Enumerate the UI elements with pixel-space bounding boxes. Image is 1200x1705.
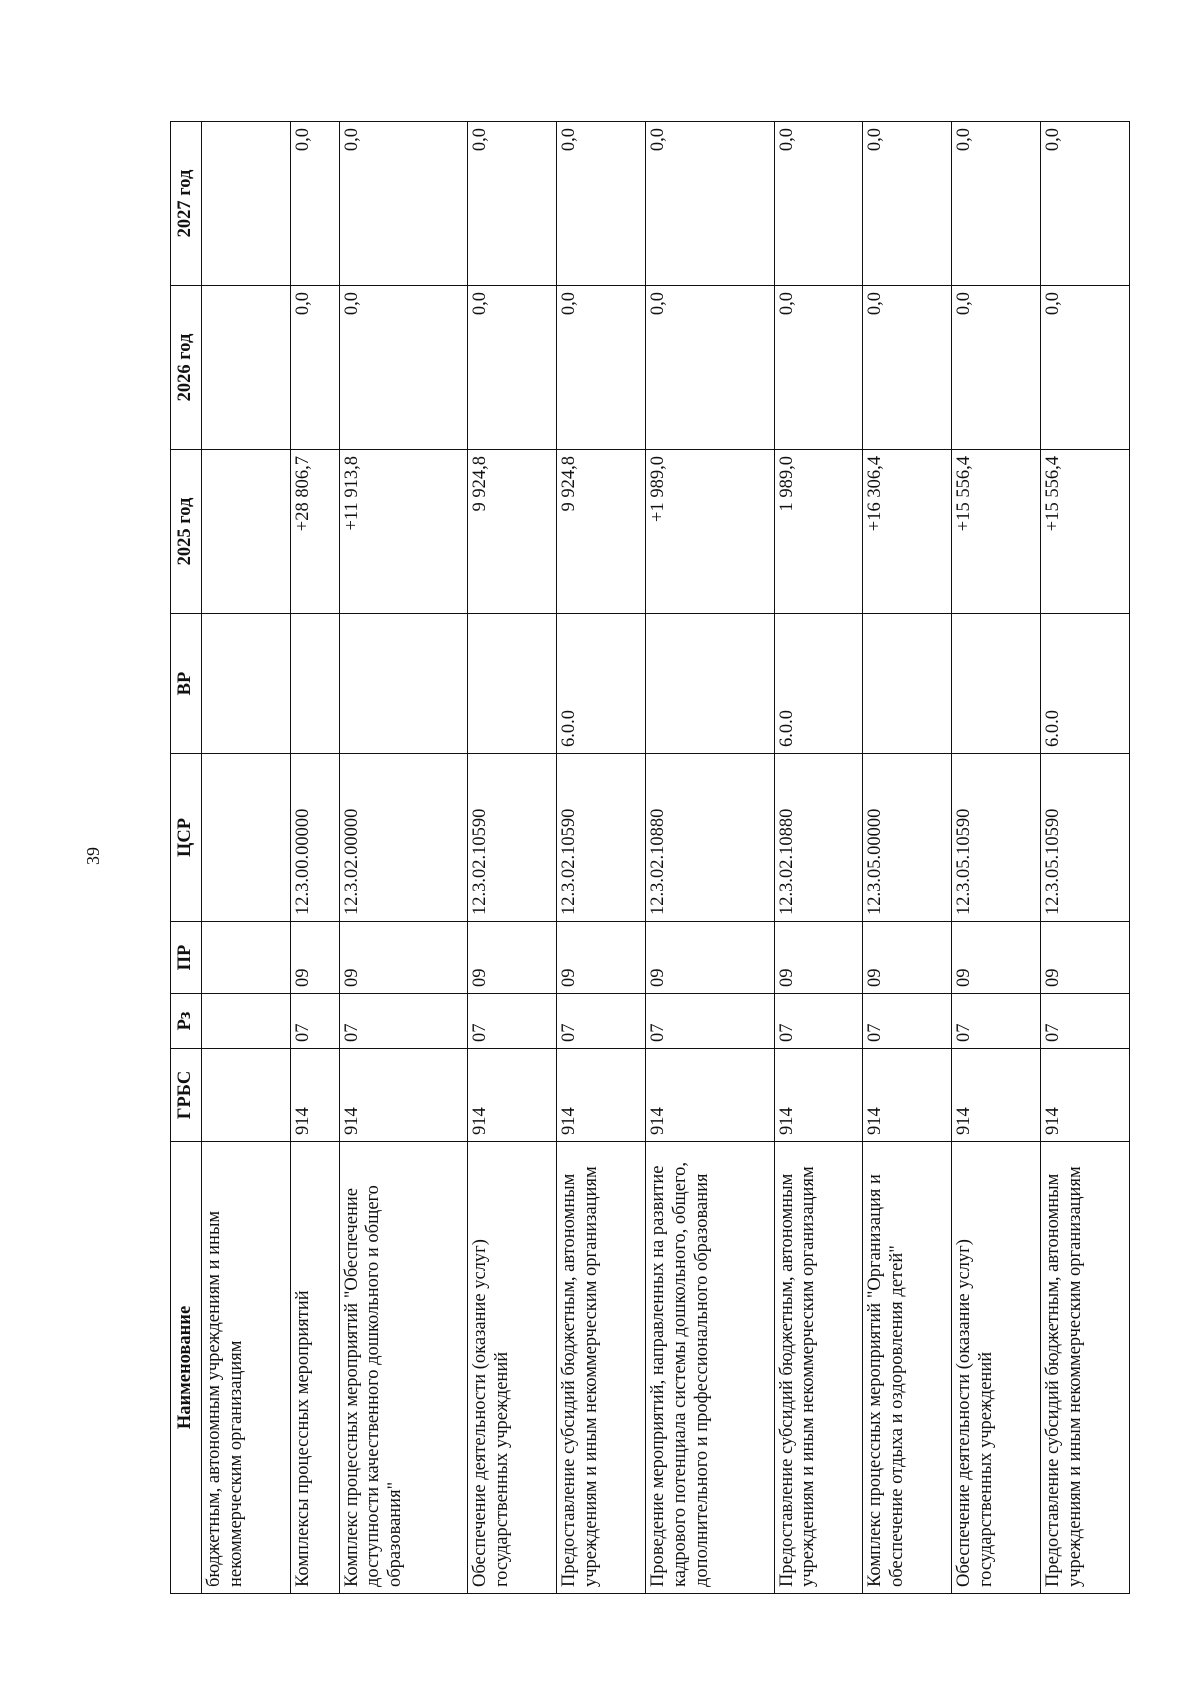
cell-vr — [952, 614, 1041, 754]
cell-pr: 09 — [645, 922, 774, 994]
cell-csr: 12.3.00.00000 — [290, 754, 339, 922]
header-grbs: ГРБС — [171, 1049, 202, 1142]
header-name: Наименование — [171, 1142, 202, 1594]
cell-2025: +16 306,4 — [863, 450, 952, 614]
cell-pr: 09 — [774, 922, 863, 994]
cell-rz: 07 — [339, 994, 468, 1049]
cell-2027: 0,0 — [339, 122, 468, 286]
table-row — [1041, 122, 1130, 1594]
cell-2025: 9 924,8 — [557, 450, 646, 614]
cell-grbs: 914 — [952, 1049, 1041, 1142]
cell-grbs: 914 — [290, 1049, 339, 1142]
rotated-table-container — [170, 122, 1130, 1594]
cell-name: Комплекс процессных мероприятий "Обеспечение доступности качественного дошкольного и общего образования" — [339, 1142, 468, 1594]
cell-name: Комплекс процессных мероприятий "Организация и обеспечение отдыха и оздоровления детей" — [863, 1142, 952, 1594]
cell-2027 — [201, 122, 290, 286]
table-row — [290, 122, 339, 1594]
cell-2025: +15 556,4 — [952, 450, 1041, 614]
table-row — [774, 122, 863, 1594]
cell-2025: +1 989,0 — [645, 450, 774, 614]
cell-2026: 0,0 — [557, 286, 646, 450]
cell-2026: 0,0 — [339, 286, 468, 450]
cell-2027: 0,0 — [1041, 122, 1130, 286]
cell-grbs: 914 — [863, 1049, 952, 1142]
cell-2026: 0,0 — [290, 286, 339, 450]
header-vr: ВР — [171, 614, 202, 754]
cell-2025 — [201, 450, 290, 614]
cell-vr — [201, 614, 290, 754]
cell-2026 — [201, 286, 290, 450]
cell-csr: 12.3.02.10880 — [645, 754, 774, 922]
cell-2027: 0,0 — [645, 122, 774, 286]
cell-2027: 0,0 — [952, 122, 1041, 286]
header-2025: 2025 год — [171, 450, 202, 614]
cell-pr: 09 — [863, 922, 952, 994]
cell-2026: 0,0 — [863, 286, 952, 450]
cell-rz: 07 — [290, 994, 339, 1049]
cell-name: Предоставление субсидий бюджетным, автономным учреждениям и иным некоммерческим организациям — [1041, 1142, 1130, 1594]
cell-rz: 07 — [557, 994, 646, 1049]
cell-rz — [201, 994, 290, 1049]
cell-2026: 0,0 — [952, 286, 1041, 450]
cell-vr: 6.0.0 — [557, 614, 646, 754]
cell-grbs — [201, 1049, 290, 1142]
cell-pr: 09 — [290, 922, 339, 994]
header-2026: 2026 год — [171, 286, 202, 450]
cell-pr: 09 — [468, 922, 557, 994]
cell-pr: 09 — [339, 922, 468, 994]
page-number: 39 — [83, 847, 103, 865]
cell-2026: 0,0 — [774, 286, 863, 450]
table-row — [201, 122, 290, 1594]
header-rz: Рз — [171, 994, 202, 1049]
table-row — [339, 122, 468, 1594]
cell-2026: 0,0 — [468, 286, 557, 450]
cell-rz: 07 — [468, 994, 557, 1049]
cell-grbs: 914 — [1041, 1049, 1130, 1142]
table-row — [645, 122, 774, 1594]
cell-2027: 0,0 — [290, 122, 339, 286]
cell-2026: 0,0 — [1041, 286, 1130, 450]
cell-rz: 07 — [645, 994, 774, 1049]
cell-vr — [645, 614, 774, 754]
cell-2027: 0,0 — [557, 122, 646, 286]
cell-grbs: 914 — [339, 1049, 468, 1142]
table-header-row — [171, 122, 202, 1594]
cell-vr — [339, 614, 468, 754]
cell-2025: 1 989,0 — [774, 450, 863, 614]
cell-vr: 6.0.0 — [774, 614, 863, 754]
cell-csr: 12.3.02.10880 — [774, 754, 863, 922]
cell-vr — [290, 614, 339, 754]
cell-name: Предоставление субсидий бюджетным, автономным учреждениям и иным некоммерческим организациям — [557, 1142, 646, 1594]
cell-rz: 07 — [1041, 994, 1130, 1049]
cell-2027: 0,0 — [774, 122, 863, 286]
cell-name: Обеспечение деятельности (оказание услуг) государственных учреждений — [952, 1142, 1041, 1594]
cell-pr: 09 — [1041, 922, 1130, 994]
cell-2027: 0,0 — [468, 122, 557, 286]
table-row — [952, 122, 1041, 1594]
table-row — [468, 122, 557, 1594]
cell-vr: 6.0.0 — [1041, 614, 1130, 754]
cell-2026: 0,0 — [645, 286, 774, 450]
cell-name: Проведение мероприятий, направленных на развитие кадрового потенциала системы дошкольного, общего, дополнительного и профессионального образования — [645, 1142, 774, 1594]
cell-rz: 07 — [952, 994, 1041, 1049]
cell-name: Комплексы процессных мероприятий — [290, 1142, 339, 1594]
cell-csr — [201, 754, 290, 922]
cell-name: бюджетным, автономным учреждениям и иным некоммерческим организациям — [201, 1142, 290, 1594]
cell-csr: 12.3.02.10590 — [468, 754, 557, 922]
header-pr: ПР — [171, 922, 202, 994]
cell-vr — [468, 614, 557, 754]
table-row — [863, 122, 952, 1594]
budget-table — [170, 121, 1130, 1594]
cell-csr: 12.3.05.10590 — [952, 754, 1041, 922]
cell-csr: 12.3.02.00000 — [339, 754, 468, 922]
table-row — [557, 122, 646, 1594]
cell-csr: 12.3.02.10590 — [557, 754, 646, 922]
header-2027: 2027 год — [171, 122, 202, 286]
cell-name: Обеспечение деятельности (оказание услуг) государственных учреждений — [468, 1142, 557, 1594]
cell-rz: 07 — [774, 994, 863, 1049]
cell-2027: 0,0 — [863, 122, 952, 286]
cell-pr — [201, 922, 290, 994]
cell-name: Предоставление субсидий бюджетным, автономным учреждениям и иным некоммерческим организациям — [774, 1142, 863, 1594]
cell-grbs: 914 — [557, 1049, 646, 1142]
cell-2025: +15 556,4 — [1041, 450, 1130, 614]
cell-vr — [863, 614, 952, 754]
cell-grbs: 914 — [774, 1049, 863, 1142]
cell-pr: 09 — [557, 922, 646, 994]
cell-2025: +28 806,7 — [290, 450, 339, 614]
cell-2025: 9 924,8 — [468, 450, 557, 614]
cell-grbs: 914 — [468, 1049, 557, 1142]
cell-rz: 07 — [863, 994, 952, 1049]
cell-2025: +11 913,8 — [339, 450, 468, 614]
cell-csr: 12.3.05.00000 — [863, 754, 952, 922]
cell-grbs: 914 — [645, 1049, 774, 1142]
header-csr: ЦСР — [171, 754, 202, 922]
cell-pr: 09 — [952, 922, 1041, 994]
cell-csr: 12.3.05.10590 — [1041, 754, 1130, 922]
